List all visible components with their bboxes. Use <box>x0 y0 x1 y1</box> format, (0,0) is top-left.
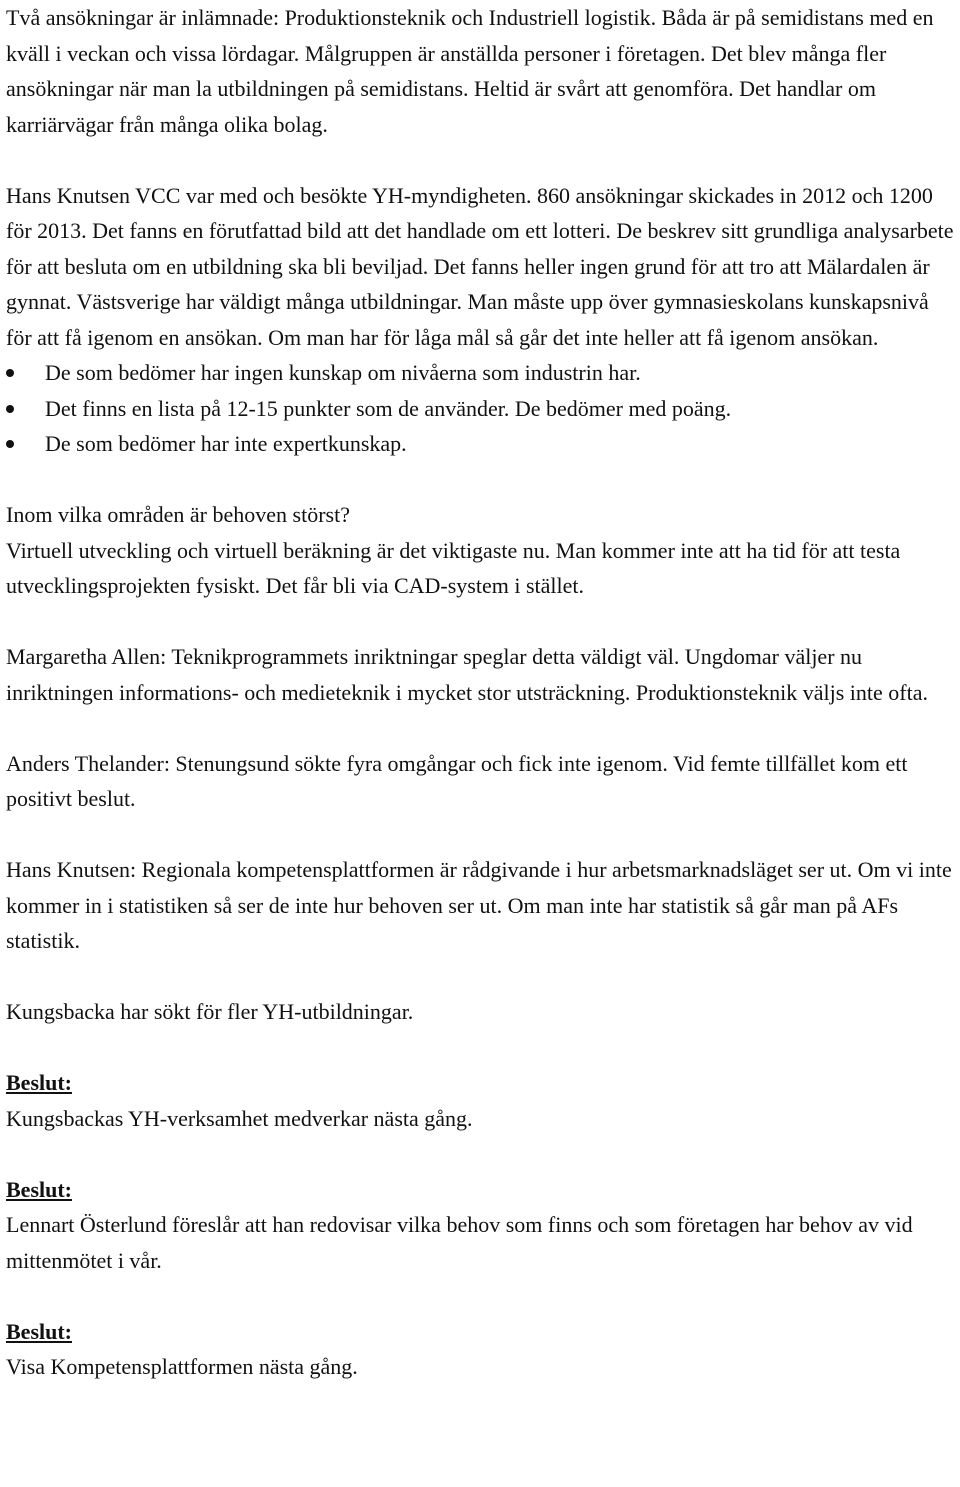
paragraph-yh-visit: Hans Knutsen VCC var med och besökte YH-myndigheten. 860 ansökningar skickades in 2012 och 1200 för 2013. Det fanns en förutfattad bild att det handlade om ett lotteri. De beskrev sitt grundliga analysarbete för att besluta om en utbildning ska bli beviljad. Det fanns heller ingen grund för att tro att Mälardalen är gynnat. Västsverige har väldigt många utbildningar. Man måste upp över gymnasieskolans kunskapsnivå för att få igenom en ansökan. Om man har för låga mål så går det inte heller att få igenom ansökan. <box>6 182 954 350</box>
bullet-list <box>6 355 954 462</box>
decision-text: Visa Kompetensplattformen nästa gång. <box>6 1354 358 1379</box>
decision-block <box>6 1172 954 1279</box>
statement-allen: Margaretha Allen: Teknikprogrammets inriktningar speglar detta väldigt väl. Ungdomar väljer nu inriktningen informations- och medieteknik i mycket stor utsträckning. Produktionsteknik väljs inte ofta. <box>6 644 929 705</box>
decision-block <box>6 1314 954 1385</box>
paragraph-applications: Två ansökningar är inlämnade: Produktionsteknik och Industriell logistik. Båda är på semidistans med en kväll i veckan och vissa lördagar. Målgruppen är anställda personer i företagen. Det blev många fler ansökningar när man la utbildningen på semidistans. Heltid är svårt att genomföra. Det handlar om karriärvägar från många olika bolag. <box>6 5 934 137</box>
bullet-icon <box>6 440 14 448</box>
bullet-icon <box>6 369 14 377</box>
decision-label: Beslut: <box>6 1318 72 1344</box>
list-item <box>6 355 954 391</box>
decision-label: Beslut: <box>6 1070 72 1095</box>
statement-kungsbacka: Kungsbacka har sökt för fler YH-utbildningar. <box>6 999 414 1024</box>
bullet-icon <box>6 405 14 413</box>
list-item <box>6 426 954 462</box>
decision-label: Beslut: <box>6 1176 72 1202</box>
bullet-text: Det finns en lista på 12-15 punkter som de använder. De bedömer med poäng. <box>45 395 732 421</box>
decision-text: Kungsbackas YH-verksamhet medverkar nästa gång. <box>6 1105 473 1131</box>
question-needs: Inom vilka områden är behoven störst? <box>6 502 350 527</box>
list-item <box>6 391 954 427</box>
decision-text: Lennart Österlund föreslår att han redovisar vilka behov som finns och som företagen har behov av vid mittenmötet i vår. <box>6 1212 913 1273</box>
decision-block <box>6 1065 954 1136</box>
statement-knutsen: Hans Knutsen: Regionala kompetensplattformen är rådgivande i hur arbetsmarknadsläget ser ut. Om vi inte kommer in i statistiken så ser de inte hur behoven ser ut. Om man inte har statistik så går man på AFs statistik. <box>6 857 952 953</box>
statement-thelander: Anders Thelander: Stenungsund sökte fyra omgångar och fick inte igenom. Vid femte tillfället kom ett positivt beslut. <box>6 750 908 811</box>
answer-needs: Virtuell utveckling och virtuell beräkning är det viktigaste nu. Man kommer inte att ha tid för att testa utvecklingsprojekten fysiskt. Det får bli via CAD-system i stället. <box>6 537 901 598</box>
bullet-text: De som bedömer har inte expertkunskap. <box>45 431 407 456</box>
bullet-text: De som bedömer har ingen kunskap om nivåerna som industrin har. <box>45 360 641 385</box>
